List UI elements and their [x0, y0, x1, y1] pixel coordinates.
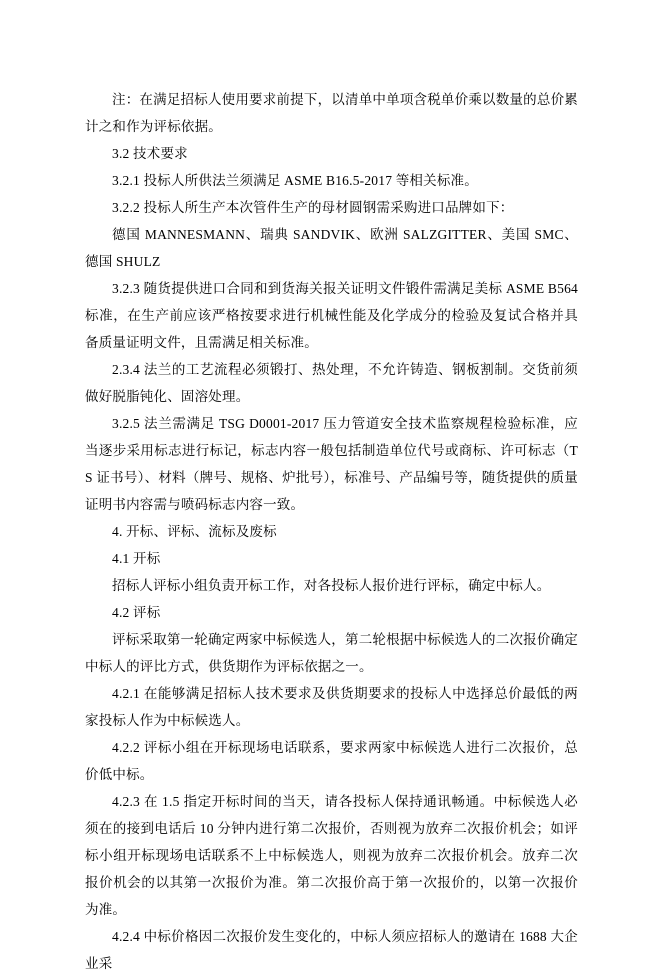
clause-4-2-body: 评标采取第一轮确定两家中标候选人，第二轮根据中标候选人的二次报价确定中标人的评比方式，供货期作为评标依据之一。: [85, 632, 578, 674]
clause-3-2-1: 3.2.1 投标人所供法兰须满足 ASME B16.5-2017 等相关标准。: [112, 173, 478, 188]
clause-4-2-4: 4.2.4 中标价格因二次报价发生变化的，中标人须应招标人的邀请在 1688 大企业采: [85, 929, 578, 971]
clause-4-2-3: 4.2.3 在 1.5 指定开标时间的当天，请各投标人保持通讯畅通。中标候选人必须在的接到电话后 10 分钟内进行第二次报价，否则视为放弃二次报价机会；如评标小组开标现场电话联系不上中标候选人，则视为放弃二次报价机会。放弃二次报价机会的以其第一次报价为准。第二次报价高于第一次报价的，以第一次报价为准。: [85, 794, 578, 917]
heading-4: 4. 开标、评标、流标及废标: [112, 524, 277, 539]
clause-3-2-5: 3.2.5 法兰需满足 TSG D0001-2017 压力管道安全技术监察规程检验标准，应当逐步采用标志进行标记，标志内容一般包括制造单位代号或商标、许可标志（TS 证书号）、材料（牌号、规格、炉批号），标准号、产品编号等，随货提供的质量证明书内容需与喷码标志内容一致。: [85, 416, 578, 512]
heading-4-2: 4.2 评标: [112, 605, 161, 620]
heading-4-1: 4.1 开标: [112, 551, 161, 566]
clause-2-3-4: 2.3.4 法兰的工艺流程必须锻打、热处理，不允许铸造、钢板割制。交货前须做好脱脂钝化、固溶处理。: [85, 362, 578, 404]
clause-4-2-1: 4.2.1 在能够满足招标人技术要求及供货期要求的投标人中选择总价最低的两家投标人作为中标候选人。: [85, 686, 578, 728]
brand-list: 德国 MANNESMANN、瑞典 SANDVIK、欧洲 SALZGITTER、美国 SMC、德国 SHULZ: [85, 227, 578, 269]
note-paragraph: 注：在满足招标人使用要求前提下，以清单中单项含税单价乘以数量的总价累计之和作为评标依据。: [85, 92, 578, 134]
heading-3-2: 3.2 技术要求: [112, 146, 188, 161]
clause-3-2-3: 3.2.3 随货提供进口合同和到货海关报关证明文件锻件需满足美标 ASME B564 标准，在生产前应该严格按要求进行机械性能及化学成分的检验及复试合格并具备质量证明文件，且需满足相关标准。: [85, 281, 578, 350]
clause-4-1-body: 招标人评标小组负责开标工作，对各投标人报价进行评标，确定中标人。: [112, 578, 551, 593]
clause-4-2-2: 4.2.2 评标小组在开标现场电话联系，要求两家中标候选人进行二次报价，总价低中标。: [85, 740, 578, 782]
clause-3-2-2: 3.2.2 投标人所生产本次管件生产的母材圆钢需采购进口品牌如下：: [112, 200, 514, 215]
